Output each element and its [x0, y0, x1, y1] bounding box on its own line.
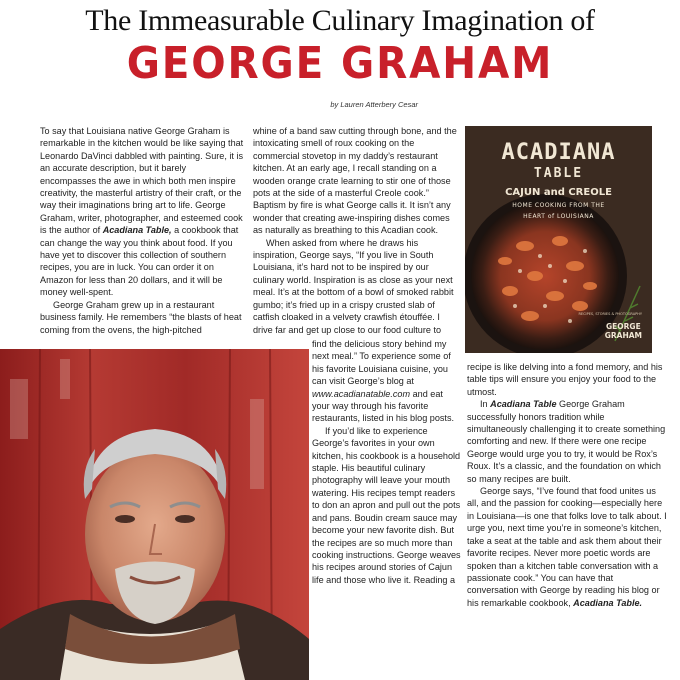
article-column-3	[467, 361, 667, 609]
paragraph	[467, 398, 667, 485]
cover-author-first: GEORGE	[606, 322, 641, 331]
paragraph: whine of a band saw cutting through bone, and the intoxicating smell of roux cooking on the commercial stovetop in my daddy’s restaurant kitchen. At an early age, I recall standing on a wooden orange crate learning to stir one of those pots at the side of a masterful Creole cook.” Baptism by fire is what George calls it. It isn’t any wonder that creating awe-inspiring dishes comes as naturally as breathing to this Acadian cook.	[253, 126, 457, 236]
cover-author	[605, 322, 642, 340]
text-run: a cookbook that can change the way you think about food. If you have yet to discover this collection of southern recipes, you are in luck. You can order it on Amazon for less than 20 dollars, and it will be money well-spent.	[40, 225, 239, 298]
text-run: George says, “I’ve found that food unites us all, and the passion for cooking—especially here in Louisiana—is one that folks love to talk about. I urge you, next time you’re in someone’s kitchen, take a seat at the table and ask them about their favorite recipes. Never more poetic words are spoken than a kitchen table conversation with a passionate cook.” You can have that conversation with George by reading his blog or his remarkable cookbook,	[467, 486, 667, 608]
text-run: In	[480, 399, 491, 410]
headline-line-1: The Immeasurable Culinary Imagination of	[85, 4, 595, 37]
cover-subtitle: CAJUN and CREOLE	[505, 187, 612, 198]
paragraph: When asked from where he draws his inspiration, George says, “If you live in South Louisiana, it’s hard not to be inspired by our culinary world. Inspiration is as close as your next meal. It’s at the bottom of a bowl of smoked rabbit gumbo; it’s fried up in a crispy crusted slab of catfish cloaked in a velvety crawfish étouffée. I drive far and get up close to our food culture to	[253, 237, 454, 335]
book-title: Acadiana Table	[490, 399, 557, 410]
portrait-photo	[0, 349, 309, 680]
paragraph	[467, 485, 667, 609]
text-run: and eat your way through his favorite restaurants, listed in his blog posts.	[312, 388, 455, 424]
book-cover-image	[465, 126, 652, 353]
text-run: George Graham successfully honors tradition while simultaneously challenging it to create something comforting and new. If there were one recipe George would urge you to try, it would be Rox’s Roux. It’s a classic, and the foundation on which so many recipes are built.	[467, 399, 666, 484]
cover-subtitle-2: HOME COOKING FROM THE	[512, 202, 605, 209]
paragraph: recipe is like delving into a fond memory, and his table tips will ensure you enjoy your food to the utmost.	[467, 362, 663, 397]
cover-subtitle-3: HEART of LOUISIANA	[523, 213, 594, 220]
headline-name: GEORGE GRAHAM	[126, 38, 554, 89]
cover-tagline: RECIPES, STORIES & PHOTOGRAPHY	[578, 312, 642, 316]
book-title: Acadiana Table.	[573, 597, 643, 608]
text-run: To say that Louisiana native George Graham is remarkable in the kitchen would be like saying that Leonardo DaVinci dabbled with painting. Sure, it is an accurate description, but it barely encompasses the awe in which both men inspire creativity, the masterful artistry of their craft, or the way their imaginations bring art to life. George Graham, writer, photographer, and esteemed cook is the author of	[40, 126, 244, 236]
cover-title-2: TABLE	[533, 166, 584, 181]
article-column-1	[40, 125, 244, 336]
portrait-illustration	[0, 349, 309, 680]
text-run: find the delicious story behind my next meal.” To experience some of his favorite Louisiana cuisine, you can visit George’s blog at	[312, 339, 451, 387]
paragraph	[312, 338, 462, 425]
cover-title: ACADIANA	[501, 140, 616, 165]
paragraph: If you’d like to experience George’s favorites in your own kitchen, his cookbook is a household staple. His beautiful culinary photography will leave your mouth watering. His recipes tempt readers to don an apron and pull out the pots and pans. Boudin cream sauce may become your new favorite dish. But the recipes are so much more than cooking instructions. George weaves his recipes around stories of Cajun life and those who live it. Reading a	[312, 425, 461, 585]
article-column-2	[253, 125, 458, 336]
byline: by Lauren Atterbery Cesar	[330, 100, 418, 109]
paragraph-intro	[40, 125, 244, 299]
article-column-2-continued	[312, 338, 462, 586]
paragraph: George Graham grew up in a restaurant business family. He remembers “the blasts of heat coming from the ovens, the high-pitched	[40, 299, 242, 335]
cover-author-last: GRAHAM	[604, 331, 642, 340]
blog-url: www.acadianatable.com	[312, 388, 411, 399]
book-title: Acadiana Table,	[102, 225, 172, 236]
